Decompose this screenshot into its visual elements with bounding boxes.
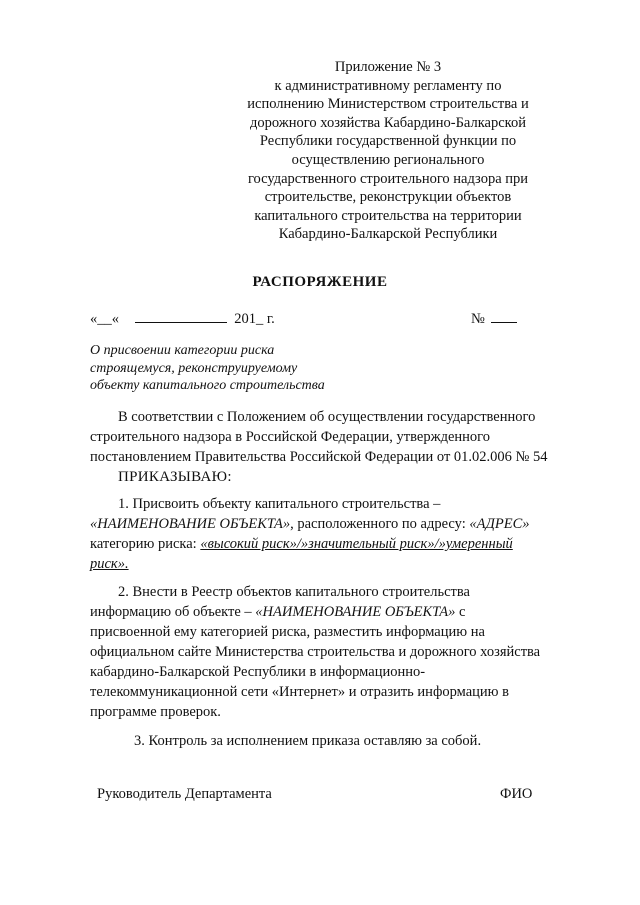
item-2-line-4: официальном сайте Министерства строительства и дорожного хозяйства (90, 644, 541, 660)
word: капитального (295, 584, 379, 600)
word: об (174, 604, 190, 620)
intro-paragraph (90, 407, 563, 467)
word: объекту (202, 496, 252, 512)
appendix-line: Кабардино-Балкарской Республики (278, 226, 498, 243)
item-1-line-3 (90, 534, 563, 554)
word: с (459, 604, 466, 620)
number-blank (491, 321, 517, 323)
appendix-line: капитального строительства на территории (254, 207, 522, 224)
item-2-line-5 (90, 662, 563, 682)
object-name-placeholder: «НАИМЕНОВАНИЕ (255, 604, 382, 620)
subject-line: О присвоении категории риска (90, 343, 275, 358)
item-2-line-1 (90, 582, 563, 602)
word: информацию (90, 604, 172, 620)
item-2-line-6: телекоммуникационной сети «Интернет» и отразить информацию в (90, 684, 509, 700)
appendix-line: Республики государственной функции по (259, 133, 517, 150)
document-title: РАСПОРЯЖЕНИЕ (252, 274, 388, 290)
intro-line: В соответствии с Положением об осуществлении государственного (118, 409, 536, 425)
appendix-line: дорожного хозяйства Кабардино-Балкарской (249, 114, 526, 131)
word: – (244, 604, 252, 620)
number-label: № (471, 311, 485, 327)
intro-line: постановлением Правительства Российской Федерации от 01.02.006 № 54 (90, 449, 548, 465)
word: объектов (236, 584, 292, 600)
word: информационно- (319, 664, 426, 680)
date-month-blank (135, 321, 227, 323)
object-name-placeholder: «НАИМЕНОВАНИЕ ОБЪЕКТА» (90, 516, 291, 532)
risk-options-end: риск». (90, 556, 129, 572)
word: 1. Присвоить (118, 496, 200, 512)
item-2-line-3: присвоенной ему категорией риска, разместить информацию на (90, 624, 485, 640)
address-placeholder: «АДРЕС» (469, 516, 530, 532)
order-word: ПРИКАЗЫВАЮ: (118, 469, 232, 485)
item-1-text: категорию риска: (90, 536, 201, 552)
subject-line: объекту капитального строительства (90, 378, 325, 393)
subject-line: строящемуся, реконструируемому (90, 360, 298, 376)
word: в (309, 664, 317, 680)
risk-options: «высокий риск»/»значительный риск»/»умеренный (200, 536, 513, 552)
number-line (471, 311, 517, 328)
word: капитального (254, 496, 339, 512)
word: строительства (341, 496, 430, 512)
signer-position: Руководитель Департамента (97, 786, 272, 802)
word: кабардино-Балкарской (90, 664, 230, 680)
appendix-line: осуществлению регионального (291, 151, 485, 168)
item-2-line-7: программе проверок. (90, 704, 221, 720)
item-2 (90, 582, 563, 722)
appendix-line: государственного строительного надзора при (247, 170, 529, 187)
appendix-line: Приложение № 3 (334, 59, 442, 75)
item-1-line-1 (90, 494, 563, 514)
word: объекте (192, 604, 241, 620)
item-3: 3. Контроль за исполнением приказа оставляю за собой. (134, 733, 482, 749)
word: в (180, 584, 188, 600)
signer-name: ФИО (500, 786, 533, 802)
item-1 (90, 494, 563, 574)
item-1-text: , расположенного по адресу: (290, 516, 470, 532)
subject-block (90, 342, 390, 395)
intro-line (90, 427, 563, 447)
appendix-line: к административному регламенту по (274, 77, 502, 94)
item-2-line-2 (90, 602, 563, 622)
appendix-line: строительстве, реконструкции объектов (264, 189, 512, 206)
item-1-line-2 (90, 514, 563, 534)
word: строительства (382, 584, 470, 600)
date-day: «__« (90, 311, 119, 327)
word: 2. Внести (118, 584, 178, 600)
item-1-line-4 (90, 554, 563, 574)
appendix-header (238, 58, 538, 244)
date-line (90, 311, 275, 328)
date-year: 201_ г. (234, 311, 275, 327)
appendix-line: исполнению Министерством строительства и (247, 96, 529, 113)
word: Реестр (191, 584, 233, 600)
word: Республики (233, 664, 306, 680)
intro-line-text: строительного надзора в Российской Федерации, утвержденного (90, 429, 491, 445)
word: – (433, 496, 441, 512)
object-name-placeholder: ОБЪЕКТА» (384, 604, 456, 620)
